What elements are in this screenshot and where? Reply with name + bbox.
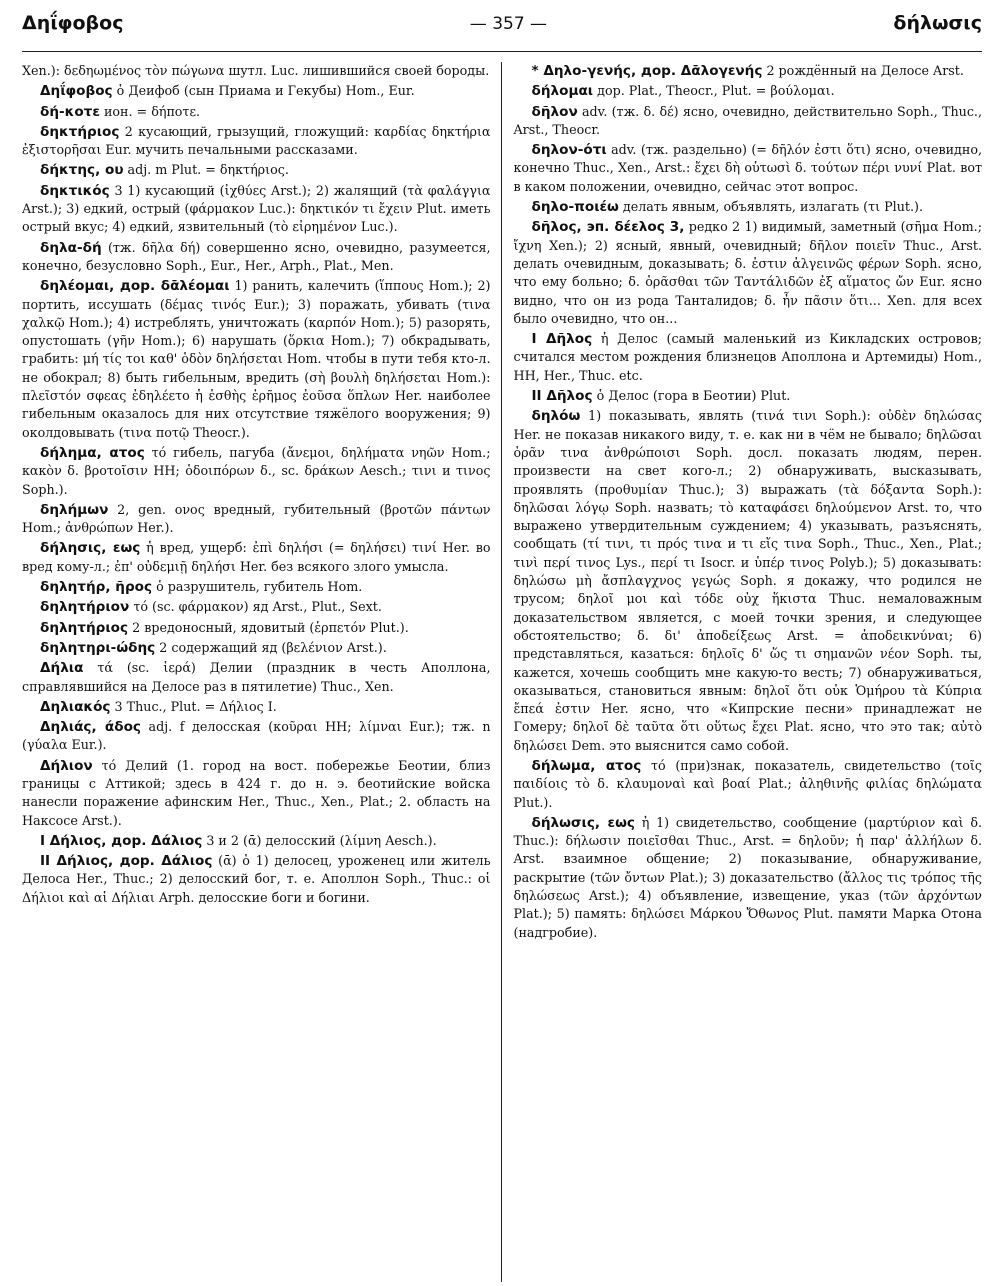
dictionary-entry (22, 123, 491, 160)
entry-text: 2 вредоносный, ядовитый (ἑρπετόν Plut.). (128, 619, 409, 635)
dictionary-entry (514, 198, 983, 216)
entry-headword: δήλωσις, εως (531, 814, 635, 831)
dictionary-entry (22, 718, 491, 755)
entry-headword: δῆλος, эп. δέελος 3, (531, 219, 685, 236)
page-number: — 357 — (469, 14, 548, 34)
entry-text: ὁ Деифоб (сын Приама и Гекубы) Hom., Eur. (112, 83, 415, 99)
dictionary-entry (514, 757, 983, 812)
entry-headword: δηλητήρ, ῆρος (40, 579, 153, 596)
entry-text: τό гибель, пагуба (ἄνεμοι, δηλήματα νηῶν Hom.; κακὸν δ. βροτοῖσιν HH; ὁδοιπόρων δ., sc. δράκων Aesch.; τινι и τινος Soph.). (22, 444, 491, 497)
entry-headword: II Δήλιος, дор. Δάλιος (40, 853, 213, 870)
entry-headword: δῆλον (531, 103, 578, 120)
entry-headword: Δηλιακός (40, 698, 111, 715)
dictionary-entry (22, 698, 491, 716)
entry-headword: δήκτης, ου (40, 162, 124, 179)
dictionary-entry (514, 387, 983, 405)
entry-text: adj. f делосская (κοῦραι HH; λίμναι Eur.); тж. n (γύαλα Eur.). (22, 719, 491, 753)
dictionary-entry (22, 501, 491, 538)
right-column (502, 62, 983, 1282)
entry-headword: δηλητήριος (40, 619, 129, 636)
entry-text: ἡ 1) свидетельство, сообщение (μαρτύριον καὶ δ. Thuc.): δήλωσιν ποιεῖσθαι Thuc., Arst. = δηλοῦν; ἡ παρ' ἀλλήλων δ. Arst. взаимное общение; 2) показывание, обнаруживание, раскрытие (τῶν ὄντων Plat.); 3) доказательство (ἄλλος τις τρόπος τῆς δηλώσεως Arst.); 4) объявление, извещение, указ (τῶν ἀρχόντων Plat.); 5) память: δηλώσει Μάρκου Ὄθωνος Plut. памяти Марка Отона (надгробие). (513, 814, 982, 940)
entry-headword: Δήλιον (40, 757, 93, 774)
entry-headword: δηκτικός (40, 182, 110, 199)
dictionary-entry (514, 330, 983, 385)
dictionary-entry (514, 218, 983, 328)
dictionary-entry (22, 62, 491, 80)
entry-headword: δηλο-ποιέω (531, 199, 619, 216)
dictionary-entry (514, 141, 983, 196)
entry-headword: δηλητηρι-ώδης (40, 639, 156, 656)
entry-headword: δηλέομαι, дор. δᾱλέομαι (40, 278, 230, 295)
entry-text: дор. Plat., Theocr., Plut. = βούλομαι. (593, 83, 835, 99)
dictionary-entry (22, 82, 491, 100)
header-first-headword: Δηΐφοβος (22, 12, 124, 34)
entry-headword: δηλα-δή (40, 239, 102, 256)
dictionary-entry (22, 239, 491, 276)
dictionary-entry (22, 578, 491, 596)
dictionary-entry (22, 659, 491, 696)
dictionary-entry (22, 639, 491, 657)
left-column (22, 62, 502, 1282)
entry-text: 2 содержащий яд (βελένιον Arst.). (155, 639, 387, 655)
dictionary-entry (22, 832, 491, 850)
entry-text: редко 2 1) видимый, заметный (σῆμα Hom.; ἴχνη Xen.); 2) ясный, явный, очевидный; δῆλον ποιεῖν Thuc., Arst. делать очевидным, доказывать; δ. ἐστιν ἀλγεινῶς φέρων Soph. ясно, что ему больно; δ. ὁρᾶσθαι τῶν Ταντάλιδῶν ἐξ αἵματος ὤν Eur. ясно видно, что он из рода Танталидов; δ. ἦν πᾶσιν ὅτι... Xen. для всех было очевидно, что он... (513, 219, 982, 326)
dictionary-entry (514, 814, 983, 942)
entry-text: τό (sc. φάρμακον) яд Arst., Plut., Sext. (129, 599, 382, 615)
entry-text: (ᾱ) ὁ 1) делосец, уроженец или житель Делоса Her., Thuc.; 2) делосский бог, т. е. Аполлон Soph., Thuc.: οἱ Δήλιοι καὶ αἱ Δήλιαι Arph. делосские боги и богини. (22, 853, 491, 905)
entry-text: 2 кусающий, грызущий, гложущий: καρδίας δηκτήρια ἐξιστορῆσαι Eur. мучить печальными рассказами. (22, 123, 491, 158)
entry-text: Xen.): δεδηωμένος τὸν πώγωνα шутл. Luc. лишившийся своей бороды. (22, 63, 490, 78)
entry-text: ὁ разрушитель, губитель Hom. (152, 579, 363, 595)
entry-text: 2 рождённый на Делосе Arst. (762, 63, 964, 78)
columns (22, 62, 982, 1282)
entry-headword: δήλωμα, ατος (531, 757, 642, 774)
entry-text: adv. (тж. раздельно) (= δῆλόν ἐστι ὅτι) ясно, очевидно, конечно Thuc., Xen., Arst.: ἔχει δὴ οὑτωσὶ δ. τούτων πέρι νυνί Plat. вот в каком положении, очевидно, сейчас этот вопрос. (513, 142, 982, 194)
entry-text: τό (при)знак, показатель, свидетельство (τοῖς παιδίοις τὸ δ. κλαυμοναὶ καὶ βοαί Plat.; ἀληθινῆς φιλίας δηλώματα Plut.). (513, 757, 982, 810)
entry-headword: δήλημα, ατος (40, 444, 145, 461)
entry-text: делать явным, объявлять, излагать (τι Plut.). (618, 199, 924, 215)
dictionary-entry (22, 277, 491, 442)
entry-headword: * Δηλο-γενής, дор. Δᾱλογενής (531, 63, 763, 79)
entry-headword: δηλον-ότι (531, 142, 607, 159)
entry-text: (тж. δῆλα δή) совершенно ясно, очевидно, разумеется, конечно, безусловно Soph., Eur., Her., Arph., Plat., Men. (22, 239, 491, 273)
entry-text: τό Делий (1. город на вост. побережье Беотии, близ границы с Аттикой; здесь в 424 г. до н. э. беотийские войска нанесли поражение афинским Her., Thuc., Xen., Plat.; 2. область на Наксосе Arst.). (22, 757, 491, 828)
entry-headword: Δηλιάς, άδος (40, 719, 141, 736)
dictionary-entry (22, 619, 491, 637)
header-last-headword: δήλωσις (893, 12, 982, 34)
dictionary-entry (22, 757, 491, 830)
entry-headword: δήλησις, εως (40, 540, 141, 557)
entry-text: ἡ вред, ущерб: ἐπὶ δηλήσι (= δηλήσει) τινί Her. во вред кому-л.; ἐπ' οὐδεμιῇ δηλήσι Her. без всякого злого умысла. (22, 540, 491, 574)
dictionary-entry (22, 182, 491, 237)
entry-text: ион. = δήποτε. (99, 103, 201, 119)
dictionary-entry (22, 598, 491, 616)
dictionary-entry (514, 103, 983, 140)
dictionary-entry (514, 82, 983, 100)
dictionary-entry (514, 407, 983, 755)
entry-text: adj. m Plut. = δηκτήριος. (123, 162, 289, 178)
entry-headword: δήλομαι (531, 83, 594, 100)
entry-headword: I Δῆλος (531, 331, 593, 348)
entry-text: ἡ Делос (самый маленький из Кикладских островов; считался местом рождения близнецов Аполлона и Артемиды) Hom., HH, Her., Thuc. etc. (513, 331, 982, 383)
entry-text: 1) показывать, являть (τινά τινι Soph.): οὐδὲν δηλώσας Her. не показав никакого виду, т. е. как ни в чём не бывало; δηλῶσαι ὁρᾶν τινα ἀνθρώποισι Soph. досл. показать людям, перен. произвести на свет кого-л.; 2) обнаруживать, высказывать, проявлять (προθυμίαν Thuc.); 3) выражать (τὰ δόξαντα Soph.): δηλῶσαι λόγῳ Soph. назвать; τὸ καταφάσει δηλούμενον Arst. то, что выражено утвердительным суждением; 4) указывать, разъяснять, сообщать (τί τινι, τι πρός τινα и τι εἴς τινα Soph., Thuc., Xen., Plat.; τινὶ περί τινος Lys., περί τι Isocr. и ὑπέρ τινος Polyb.); 5) доказывать: δηλώσω μὴ ἄσπλαγχνος γεγώς Soph. я докажу, что родился не трусом; δηλοῖ μοι καὶ τόδε οὐχ ἥκιστα Thuc. немаловажным доказательством является, с моей точки зрения, и следующее обстоятельство; δ. δι' ἀποδείξεως Arst. = ἀποδεικνύναι; 6) представляться, казаться: δηλοῖς δ' ὥς τι σημανῶν νέον Soph. ты, кажется, хочешь сообщить мне какую-то весть; 7) обнаруживаться, оказываться, становиться явным: δηλοῖ ὅτι οὐκ Ὁμήρου τὰ Κύπρια ἔπεά ἐστιν Her. ясно, что «Кипрские песни» принадлежат не Гомеру; δηλοῖ δὲ ταῦτα ὅτι οὕτως ἔχει Plat. ясно, что это так; αὐτὸ δηλώσει Dem. это выяснится само собой. (513, 408, 982, 753)
entry-headword: Δηΐφοβος (40, 83, 113, 100)
entry-text: ὁ Делос (гора в Беотии) Plut. (592, 388, 791, 404)
entry-headword: II Δῆλος (531, 388, 593, 405)
entry-headword: δηλήμων (40, 501, 109, 518)
entry-headword: δηλόω (531, 408, 581, 425)
entry-text: 3 и 2 (ᾱ) делосский (λίμνη Aesch.). (202, 832, 437, 848)
entry-text: 3 Thuc., Plut. = Δήλιος I. (110, 698, 277, 714)
dictionary-entry (22, 161, 491, 179)
entry-text: 1) ранить, калечить (ἵππους Hom.); 2) портить, иссушать (δέμας τινός Eur.); 3) поражать, убивать (τινα χαλκῷ Hom.); 4) истреблять, уничтожать (καρπόν Hom.); 5) разорять, опустошать (γῆν Hom.); 6) нарушать (ὅρκια Hom.); 7) обкрадывать, грабить: μή τίς τοι καθ' ὁδὸν δηλήσεται Hom. чтобы в пути тебя кто-л. не обокрал; 8) быть гибельным, вредить (σὴ βουλὴ δηλήσεται Hom.): πλεῖστόν σφεας ἐδηλέετο ἡ ἐσθὴς ἐρῆμος ἐοῦσα ὅπλων Her. наиболее гибельным оказалось для них отсутствие тяжёлого вооружения; 9) околдовывать (τινα ποτῷ Theocr.). (22, 278, 491, 440)
entry-text: adv. (тж. δ. δέ) ясно, очевидно, действительно Soph., Thuc., Arst., Theocr. (513, 103, 982, 137)
entry-text: τά (sc. ἱερά) Делии (праздник в честь Аполлона, справлявшийся на Делосе раз в пятилетие) Thuc., Xen. (22, 660, 491, 694)
entry-headword: I Δήλιος, дор. Δάλιος (40, 832, 203, 849)
entry-headword: δηλητήριον (40, 599, 130, 616)
dictionary-entry (22, 444, 491, 499)
dictionary-entry (514, 62, 983, 80)
entry-headword: Δήλια (40, 660, 84, 677)
dictionary-entry (22, 539, 491, 576)
dictionary-entry (22, 103, 491, 121)
page-header (22, 12, 982, 52)
entry-text: 3 1) кусающий (ἰχθύες Arst.); 2) жалящий (τὰ φαλάγγια Arst.); 3) едкий, острый (φάρμακον Luc.): δηκτικόν τι ἔχειν Plut. иметь острый вкус; 4) едкий, язвительный (τὸ εἰρημένον Luc.). (22, 182, 491, 235)
entry-text: 2, gen. ονος вредный, губительный (βροτῶν πάντων Hom.; ἀνθρώπων Her.). (22, 501, 491, 536)
entry-headword: δηκτήριος (40, 123, 120, 140)
dictionary-entry (22, 852, 491, 907)
entry-headword: δή-κοτε (40, 103, 100, 120)
